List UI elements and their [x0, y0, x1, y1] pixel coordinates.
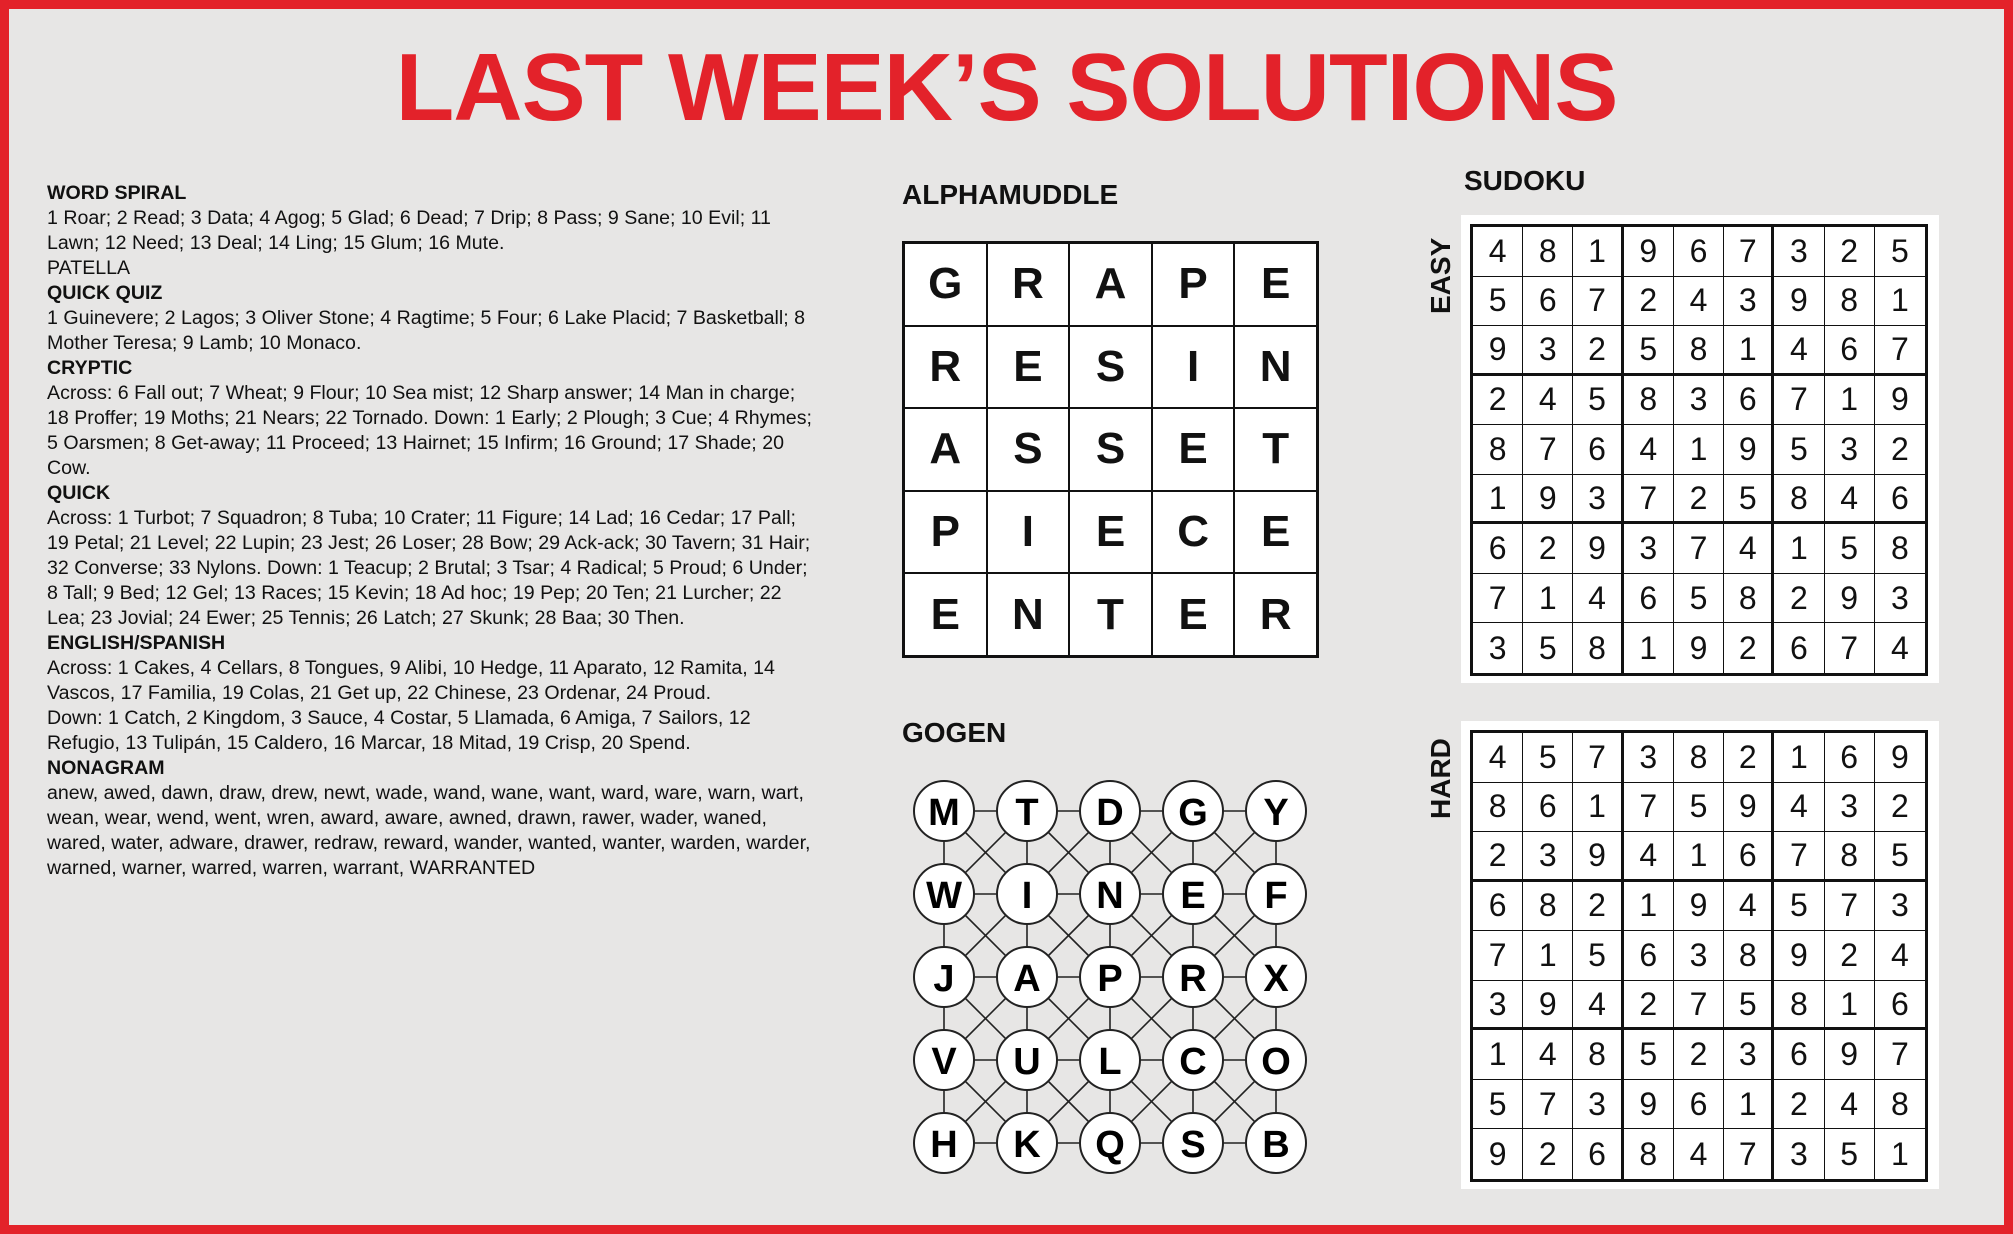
sudoku-cell: 5 [1774, 882, 1824, 932]
sudoku-heading: SUDOKU [1464, 165, 1586, 196]
sudoku-cell: 5 [1573, 931, 1623, 981]
sudoku-cell: 1 [1774, 524, 1824, 574]
gogen-node [914, 864, 974, 924]
gogen-letter: J [933, 958, 955, 1000]
alphamuddle-cell: C [1152, 491, 1235, 574]
gogen-node [1080, 1113, 1140, 1173]
sudoku-cell: 8 [1624, 376, 1674, 426]
gogen-letter: U [1013, 1041, 1041, 1083]
page-title: LAST WEEK’S SOLUTIONS [395, 34, 1618, 141]
sudoku-cell: 2 [1875, 425, 1925, 475]
solution-section-title: ENGLISH/SPANISH [47, 632, 226, 654]
solution-section [47, 756, 817, 881]
sudoku-cell: 3 [1624, 524, 1674, 574]
sudoku-cell: 7 [1875, 326, 1925, 376]
sudoku-cell: 6 [1674, 227, 1724, 277]
sudoku-easy-grid [1470, 224, 1928, 676]
gogen-node [997, 1113, 1057, 1173]
solution-section-text: 1 Guinevere; 2 Lagos; 3 Oliver Stone; 4 Ragtime; 5 Four; 6 Lake Placid; 7 Basketball; 8 Mother Teresa; 9 Lamb; 10 Monaco. [47, 307, 806, 354]
sudoku-cell: 6 [1875, 981, 1925, 1031]
sudoku-cell: 2 [1523, 1129, 1573, 1179]
sudoku-cell: 5 [1473, 277, 1523, 327]
gogen-letter: D [1096, 792, 1124, 834]
sudoku-cell: 4 [1624, 425, 1674, 475]
alphamuddle-cell: I [987, 491, 1070, 574]
gogen-letter: Q [1095, 1124, 1125, 1166]
gogen-letter: I [1021, 875, 1033, 917]
sudoku-cell: 2 [1825, 227, 1875, 277]
sudoku-cell: 6 [1724, 376, 1774, 426]
sudoku-cell: 5 [1825, 1129, 1875, 1179]
sudoku-cell: 1 [1473, 475, 1523, 525]
gogen-node [1246, 781, 1306, 841]
sudoku-cell: 1 [1573, 783, 1623, 833]
sudoku-cell: 1 [1724, 1080, 1774, 1130]
sudoku-cell: 9 [1573, 524, 1623, 574]
alphamuddle-cell: S [1069, 326, 1152, 409]
gogen-letter: X [1263, 958, 1289, 1000]
sudoku-hard-label: HARD [1425, 738, 1456, 820]
sudoku-cell: 9 [1473, 1129, 1523, 1179]
solution-section [47, 356, 817, 481]
gogen-node [997, 947, 1057, 1007]
solution-section-text: Across: 6 Fall out; 7 Wheat; 9 Flour; 10 Sea mist; 12 Sharp answer; 14 Man in charge; 18 Proffer; 19 Moths; 21 Nears; 22 Tornado. Down: 1 Early; 2 Plough; 3 Cue; 4 Rhymes; 5 Oarsmen; 8 Get-away; 11 Proceed; 13 Hairnet; 15 Infirm; 16 Ground; 17 Shade; 20 Cow. [47, 382, 812, 479]
gogen-letter: V [931, 1041, 957, 1083]
sudoku-cell: 8 [1825, 277, 1875, 327]
sudoku-cell: 2 [1875, 783, 1925, 833]
sudoku-cell: 7 [1774, 832, 1824, 882]
alphamuddle-cell: P [904, 491, 987, 574]
sudoku-cell: 8 [1573, 623, 1623, 673]
sudoku-cell: 5 [1573, 376, 1623, 426]
sudoku-cell: 8 [1674, 733, 1724, 783]
sudoku-cell: 5 [1523, 623, 1573, 673]
solutions-text-column [47, 181, 817, 881]
sudoku-cell: 4 [1875, 931, 1925, 981]
sudoku-cell: 8 [1473, 783, 1523, 833]
solution-section-title: QUICK QUIZ [47, 282, 163, 304]
solution-section-text: PATELLA [47, 257, 131, 279]
gogen-node [1080, 947, 1140, 1007]
sudoku-cell: 3 [1674, 376, 1724, 426]
sudoku-cell: 1 [1774, 733, 1824, 783]
sudoku-cell: 4 [1523, 1030, 1573, 1080]
sudoku-cell: 9 [1875, 376, 1925, 426]
sudoku-cell: 3 [1825, 425, 1875, 475]
sudoku-cell: 4 [1523, 376, 1573, 426]
sudoku-cell: 5 [1724, 981, 1774, 1031]
sudoku-cell: 7 [1624, 783, 1674, 833]
sudoku-cell: 7 [1624, 475, 1674, 525]
sudoku-cell: 8 [1473, 425, 1523, 475]
sudoku-cell: 5 [1825, 524, 1875, 574]
sudoku-cell: 2 [1724, 733, 1774, 783]
sudoku-hard [1461, 721, 1939, 1189]
sudoku-cell: 6 [1523, 783, 1573, 833]
sudoku-cell: 1 [1674, 425, 1724, 475]
gogen-node [1246, 864, 1306, 924]
alphamuddle-cell: E [987, 326, 1070, 409]
alphamuddle-cell: R [987, 243, 1070, 326]
sudoku-cell: 8 [1724, 931, 1774, 981]
sudoku-cell: 6 [1825, 733, 1875, 783]
gogen-node [1246, 1030, 1306, 1090]
gogen-node [1080, 864, 1140, 924]
gogen-letter: A [1013, 958, 1041, 1000]
sudoku-cell: 3 [1573, 475, 1623, 525]
sudoku-cell: 6 [1624, 931, 1674, 981]
gogen-node [1246, 947, 1306, 1007]
sudoku-cell: 1 [1523, 931, 1573, 981]
gogen-letter: N [1096, 875, 1124, 917]
sudoku-cell: 8 [1825, 832, 1875, 882]
gogen-letter: H [930, 1124, 958, 1166]
sudoku-cell: 7 [1473, 574, 1523, 624]
sudoku-cell: 2 [1624, 277, 1674, 327]
sudoku-cell: 4 [1724, 882, 1774, 932]
sudoku-cell: 9 [1825, 1030, 1875, 1080]
solution-section-title: QUICK [47, 482, 111, 504]
gogen-letter: M [928, 792, 960, 834]
gogen-letter: G [1178, 792, 1208, 834]
sudoku-cell: 5 [1523, 733, 1573, 783]
gogen-letter: Y [1263, 792, 1289, 834]
alphamuddle-cell: P [1152, 243, 1235, 326]
sudoku-cell: 6 [1825, 326, 1875, 376]
sudoku-cell: 2 [1523, 524, 1573, 574]
sudoku-cell: 9 [1774, 931, 1824, 981]
sudoku-cell: 1 [1674, 832, 1724, 882]
alphamuddle-cell: E [1152, 408, 1235, 491]
gogen-letter: W [926, 875, 962, 917]
gogen-letter: R [1179, 958, 1207, 1000]
sudoku-cell: 3 [1674, 931, 1724, 981]
sudoku-cell: 9 [1523, 981, 1573, 1031]
sudoku-cell: 4 [1825, 475, 1875, 525]
sudoku-cell: 4 [1774, 783, 1824, 833]
sudoku-cell: 7 [1825, 882, 1875, 932]
gogen-node [1163, 1113, 1223, 1173]
sudoku-cell: 7 [1523, 1080, 1573, 1130]
sudoku-cell: 8 [1523, 227, 1573, 277]
sudoku-cell: 5 [1624, 1030, 1674, 1080]
sudoku-cell: 6 [1624, 574, 1674, 624]
sudoku-cell: 5 [1774, 425, 1824, 475]
solution-section-text: 1 Roar; 2 Read; 3 Data; 4 Agog; 5 Glad; 6 Dead; 7 Drip; 8 Pass; 9 Sane; 10 Evil; 11 Lawn; 12 Need; 13 Deal; 14 Ling; 15 Glum; 16 Mute. [47, 207, 771, 254]
alphamuddle-cell: N [1234, 326, 1317, 409]
sudoku-cell: 5 [1674, 574, 1724, 624]
sudoku-cell: 7 [1523, 425, 1573, 475]
alphamuddle-cell: A [1069, 243, 1152, 326]
gogen-letter: C [1179, 1041, 1207, 1083]
sudoku-cell: 7 [1473, 931, 1523, 981]
sudoku-cell: 2 [1825, 931, 1875, 981]
alphamuddle-cell: G [904, 243, 987, 326]
alphamuddle-cell: R [1234, 573, 1317, 656]
sudoku-cell: 3 [1523, 326, 1573, 376]
sudoku-cell: 3 [1573, 1080, 1623, 1130]
gogen-letter: O [1261, 1041, 1291, 1083]
sudoku-cell: 6 [1573, 425, 1623, 475]
sudoku-cell: 6 [1473, 524, 1523, 574]
sudoku-cell: 5 [1724, 475, 1774, 525]
gogen-letter: T [1015, 792, 1039, 834]
sudoku-cell: 9 [1624, 1080, 1674, 1130]
solution-section-text: Down: 1 Catch, 2 Kingdom, 3 Sauce, 4 Costar, 5 Llamada, 6 Amiga, 7 Sailors, 12 Refugio, 13 Tulipán, 15 Caldero, 16 Marcar, 18 Mitad, 19 Crisp, 20 Spend. [47, 707, 751, 754]
sudoku-cell: 9 [1724, 425, 1774, 475]
sudoku-cell: 6 [1724, 832, 1774, 882]
sudoku-cell: 1 [1624, 882, 1674, 932]
sudoku-cell: 3 [1825, 783, 1875, 833]
sudoku-cell: 2 [1674, 475, 1724, 525]
alphamuddle-cell: R [904, 326, 987, 409]
solution-section-title: NONAGRAM [47, 757, 165, 779]
sudoku-cell: 8 [1523, 882, 1573, 932]
gogen-node [997, 781, 1057, 841]
gogen-letter: L [1098, 1041, 1122, 1083]
sudoku-cell: 9 [1774, 277, 1824, 327]
sudoku-cell: 2 [1774, 1080, 1824, 1130]
alphamuddle-cell: N [987, 573, 1070, 656]
sudoku-cell: 4 [1724, 524, 1774, 574]
sudoku-cell: 4 [1573, 574, 1623, 624]
solution-section-text: Across: 1 Cakes, 4 Cellars, 8 Tongues, 9 Alibi, 10 Hedge, 11 Aparato, 12 Ramita, 14 Vascos, 17 Familia, 19 Colas, 21 Get up, 22 Chinese, 23 Ordenar, 24 Proud. [47, 657, 775, 704]
gogen-node [1163, 1030, 1223, 1090]
sudoku-cell: 3 [1473, 981, 1523, 1031]
sudoku-cell: 7 [1674, 524, 1724, 574]
solution-section [47, 181, 817, 281]
sudoku-cell: 1 [1624, 623, 1674, 673]
sudoku-cell: 6 [1875, 475, 1925, 525]
sudoku-cell: 4 [1825, 1080, 1875, 1130]
sudoku-cell: 7 [1573, 733, 1623, 783]
sudoku-cell: 9 [1624, 227, 1674, 277]
gogen-heading: GOGEN [902, 717, 1007, 748]
gogen-node [914, 947, 974, 1007]
sudoku-cell: 7 [1724, 1129, 1774, 1179]
solution-section-title: WORD SPIRAL [47, 182, 187, 204]
sudoku-cell: 1 [1825, 981, 1875, 1031]
sudoku-cell: 1 [1473, 1030, 1523, 1080]
sudoku-cell: 8 [1774, 475, 1824, 525]
sudoku-cell: 7 [1774, 376, 1824, 426]
sudoku-cell: 1 [1523, 574, 1573, 624]
sudoku-hard-grid [1470, 730, 1928, 1182]
sudoku-cell: 8 [1875, 524, 1925, 574]
sudoku-cell: 9 [1674, 623, 1724, 673]
sudoku-cell: 2 [1774, 574, 1824, 624]
sudoku-cell: 2 [1674, 1030, 1724, 1080]
alphamuddle-heading: ALPHAMUDDLE [902, 179, 1119, 210]
alphamuddle-cell: I [1152, 326, 1235, 409]
sudoku-cell: 1 [1724, 326, 1774, 376]
sudoku-cell: 2 [1624, 981, 1674, 1031]
sudoku-cell: 9 [1724, 783, 1774, 833]
gogen-node [997, 864, 1057, 924]
sudoku-cell: 3 [1724, 277, 1774, 327]
solution-section [47, 481, 817, 631]
gogen-node [1080, 1030, 1140, 1090]
gogen-letter: F [1264, 875, 1288, 917]
alphamuddle-cell: S [1069, 408, 1152, 491]
solution-section [47, 281, 817, 356]
sudoku-cell: 9 [1674, 882, 1724, 932]
sudoku-cell: 8 [1875, 1080, 1925, 1130]
sudoku-cell: 1 [1825, 376, 1875, 426]
gogen-node [1163, 864, 1223, 924]
sudoku-cell: 9 [1875, 733, 1925, 783]
sudoku-cell: 3 [1724, 1030, 1774, 1080]
gogen-letter: S [1180, 1124, 1206, 1166]
sudoku-cell: 3 [1774, 227, 1824, 277]
gogen-node [1163, 781, 1223, 841]
alphamuddle-cell: S [987, 408, 1070, 491]
sudoku-cell: 2 [1724, 623, 1774, 673]
gogen-node [914, 1030, 974, 1090]
gogen-letter: B [1262, 1124, 1290, 1166]
gogen-letter: P [1097, 958, 1123, 1000]
sudoku-cell: 8 [1624, 1129, 1674, 1179]
sudoku-cell: 7 [1724, 227, 1774, 277]
sudoku-cell: 8 [1774, 981, 1824, 1031]
solution-section-text: Across: 1 Turbot; 7 Squadron; 8 Tuba; 10 Crater; 11 Figure; 14 Lad; 16 Cedar; 17 Pall; 19 Petal; 21 Level; 22 Lupin; 23 Jest; 26 Loser; 28 Bow; 29 Ack-ack; 30 Tavern; 31 Hair; 32 Converse; 33 Nylons. Down: 1 Teacup; 2 Brutal; 3 Tsar; 4 Radical; 5 Proud; 6 Under; 8 Tall; 9 Bed; 12 Gel; 13 Races; 15 Kevin; 18 Ad hoc; 19 Pep; 20 Ten; 21 Lurcher; 22 Lea; 23 Jovial; 24 Ewer; 25 Tennis; 26 Latch; 27 Skunk; 28 Baa; 30 Then. [47, 507, 811, 629]
alphamuddle-cell: E [1234, 491, 1317, 574]
sudoku-cell: 3 [1774, 1129, 1824, 1179]
sudoku-cell: 4 [1473, 227, 1523, 277]
sudoku-cell: 4 [1573, 981, 1623, 1031]
sudoku-cell: 5 [1875, 227, 1925, 277]
sudoku-cell: 9 [1523, 475, 1573, 525]
gogen-node [914, 781, 974, 841]
sudoku-cell: 7 [1825, 623, 1875, 673]
sudoku-cell: 6 [1473, 882, 1523, 932]
sudoku-cell: 4 [1624, 832, 1674, 882]
gogen-node [997, 1030, 1057, 1090]
sudoku-cell: 5 [1875, 832, 1925, 882]
sudoku-cell: 2 [1473, 376, 1523, 426]
sudoku-cell: 8 [1724, 574, 1774, 624]
sudoku-cell: 5 [1473, 1080, 1523, 1130]
gogen-grid [902, 769, 1322, 1189]
solution-section-text: anew, awed, dawn, draw, drew, newt, wade, wand, wane, want, ward, ware, warn, wart, wean, wear, wend, went, wren, award, aware, awned, drawn, rawer, wader, waned, wared, water, adware, drawer, redraw, reward, wander, wanted, wanter, warden, warder, warned, warner, warred, warren, warrant, WARRANTED [47, 782, 811, 879]
solution-section-title: CRYPTIC [47, 357, 133, 379]
alphamuddle-cell: A [904, 408, 987, 491]
sudoku-cell: 2 [1473, 832, 1523, 882]
gogen-letter: E [1180, 875, 1206, 917]
sudoku-cell: 8 [1573, 1030, 1623, 1080]
sudoku-cell: 4 [1473, 733, 1523, 783]
sudoku-cell: 7 [1875, 1030, 1925, 1080]
sudoku-cell: 2 [1573, 882, 1623, 932]
sudoku-cell: 6 [1674, 1080, 1724, 1130]
sudoku-cell: 6 [1573, 1129, 1623, 1179]
sudoku-cell: 7 [1674, 981, 1724, 1031]
alphamuddle-cell: E [1152, 573, 1235, 656]
alphamuddle-cell: T [1069, 573, 1152, 656]
gogen-node [1080, 781, 1140, 841]
sudoku-cell: 9 [1573, 832, 1623, 882]
sudoku-cell: 1 [1875, 277, 1925, 327]
sudoku-cell: 9 [1825, 574, 1875, 624]
sudoku-cell: 6 [1774, 623, 1824, 673]
sudoku-cell: 6 [1774, 1030, 1824, 1080]
sudoku-cell: 7 [1573, 277, 1623, 327]
sudoku-easy-label: EASY [1425, 237, 1456, 315]
sudoku-cell: 2 [1573, 326, 1623, 376]
gogen-letter: K [1013, 1124, 1041, 1166]
sudoku-cell: 6 [1523, 277, 1573, 327]
solution-section [47, 631, 817, 756]
alphamuddle-grid [902, 241, 1319, 658]
sudoku-cell: 4 [1674, 1129, 1724, 1179]
sudoku-cell: 3 [1624, 733, 1674, 783]
sudoku-cell: 3 [1875, 882, 1925, 932]
alphamuddle-cell: E [904, 573, 987, 656]
sudoku-cell: 4 [1774, 326, 1824, 376]
sudoku-cell: 3 [1523, 832, 1573, 882]
alphamuddle-cell: E [1234, 243, 1317, 326]
gogen-node [1246, 1113, 1306, 1173]
sudoku-easy [1461, 215, 1939, 683]
sudoku-cell: 4 [1674, 277, 1724, 327]
alphamuddle-cell: T [1234, 408, 1317, 491]
sudoku-cell: 1 [1890, 1135, 1909, 1172]
sudoku-cell: 5 [1624, 326, 1674, 376]
gogen-node [914, 1113, 974, 1173]
sudoku-cell: 9 [1473, 326, 1523, 376]
sudoku-cell: 8 [1674, 326, 1724, 376]
sudoku-cell: 3 [1875, 574, 1925, 624]
sudoku-cell: 4 [1890, 629, 1909, 666]
sudoku-cell: 3 [1473, 623, 1523, 673]
sudoku-cell: 5 [1674, 783, 1724, 833]
gogen-node [1163, 947, 1223, 1007]
alphamuddle-cell: E [1069, 491, 1152, 574]
sudoku-cell: 1 [1573, 227, 1623, 277]
